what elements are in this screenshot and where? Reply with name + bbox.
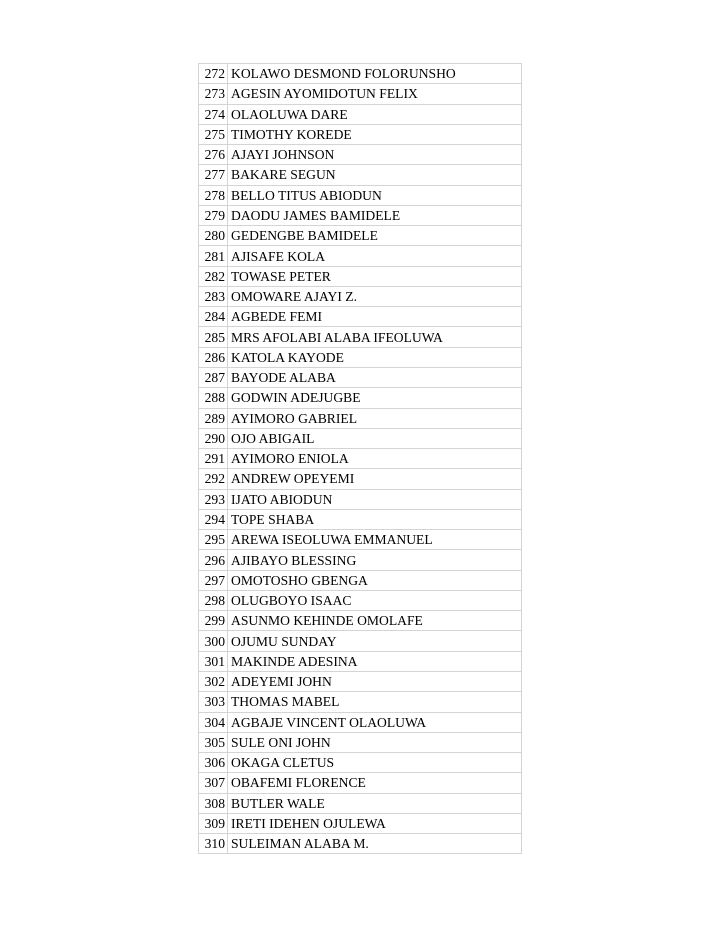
person-name: AYIMORO GABRIEL xyxy=(228,408,522,428)
row-number: 285 xyxy=(199,327,228,347)
table-row xyxy=(199,124,522,144)
name-list-table xyxy=(198,63,522,854)
person-name: OMOWARE AJAYI Z. xyxy=(228,286,522,306)
person-name: OJO ABIGAIL xyxy=(228,428,522,448)
row-number: 294 xyxy=(199,509,228,529)
name-list-body xyxy=(199,64,522,854)
table-row xyxy=(199,509,522,529)
person-name: ASUNMO KEHINDE OMOLAFE xyxy=(228,611,522,631)
row-number: 308 xyxy=(199,793,228,813)
row-number: 309 xyxy=(199,813,228,833)
row-number: 304 xyxy=(199,712,228,732)
row-number: 276 xyxy=(199,145,228,165)
person-name: BELLO TITUS ABIODUN xyxy=(228,185,522,205)
table-row xyxy=(199,165,522,185)
document-page xyxy=(198,63,522,854)
table-row xyxy=(199,286,522,306)
row-number: 283 xyxy=(199,286,228,306)
person-name: OBAFEMI FLORENCE xyxy=(228,773,522,793)
table-row xyxy=(199,367,522,387)
person-name: KATOLA KAYODE xyxy=(228,347,522,367)
person-name: SULE ONI JOHN xyxy=(228,732,522,752)
row-number: 286 xyxy=(199,347,228,367)
row-number: 275 xyxy=(199,124,228,144)
person-name: BAKARE SEGUN xyxy=(228,165,522,185)
row-number: 290 xyxy=(199,428,228,448)
table-row xyxy=(199,469,522,489)
table-row xyxy=(199,671,522,691)
person-name: GODWIN ADEJUGBE xyxy=(228,388,522,408)
person-name: MAKINDE ADESINA xyxy=(228,651,522,671)
person-name: AREWA ISEOLUWA EMMANUEL xyxy=(228,530,522,550)
row-number: 281 xyxy=(199,246,228,266)
table-row xyxy=(199,651,522,671)
table-row xyxy=(199,753,522,773)
row-number: 303 xyxy=(199,692,228,712)
person-name: IRETI IDEHEN OJULEWA xyxy=(228,813,522,833)
row-number: 302 xyxy=(199,671,228,691)
row-number: 306 xyxy=(199,753,228,773)
table-row xyxy=(199,712,522,732)
table-row xyxy=(199,226,522,246)
row-number: 300 xyxy=(199,631,228,651)
table-row xyxy=(199,428,522,448)
person-name: TOPE SHABA xyxy=(228,509,522,529)
row-number: 295 xyxy=(199,530,228,550)
table-row xyxy=(199,307,522,327)
table-row xyxy=(199,550,522,570)
table-row xyxy=(199,84,522,104)
person-name: OMOTOSHO GBENGA xyxy=(228,570,522,590)
person-name: THOMAS MABEL xyxy=(228,692,522,712)
row-number: 274 xyxy=(199,104,228,124)
person-name: MRS AFOLABI ALABA IFEOLUWA xyxy=(228,327,522,347)
row-number: 284 xyxy=(199,307,228,327)
table-row xyxy=(199,185,522,205)
table-row xyxy=(199,773,522,793)
person-name: AGBEDE FEMI xyxy=(228,307,522,327)
person-name: BAYODE ALABA xyxy=(228,367,522,387)
row-number: 297 xyxy=(199,570,228,590)
person-name: ADEYEMI JOHN xyxy=(228,671,522,691)
row-number: 310 xyxy=(199,834,228,854)
person-name: AYIMORO ENIOLA xyxy=(228,449,522,469)
person-name: ANDREW OPEYEMI xyxy=(228,469,522,489)
row-number: 280 xyxy=(199,226,228,246)
row-number: 288 xyxy=(199,388,228,408)
row-number: 272 xyxy=(199,64,228,84)
row-number: 278 xyxy=(199,185,228,205)
row-number: 273 xyxy=(199,84,228,104)
row-number: 282 xyxy=(199,266,228,286)
table-row xyxy=(199,590,522,610)
table-row xyxy=(199,104,522,124)
table-row xyxy=(199,246,522,266)
person-name: TOWASE PETER xyxy=(228,266,522,286)
row-number: 298 xyxy=(199,590,228,610)
row-number: 279 xyxy=(199,205,228,225)
person-name: AJIBAYO BLESSING xyxy=(228,550,522,570)
person-name: AJISAFE KOLA xyxy=(228,246,522,266)
table-row xyxy=(199,388,522,408)
row-number: 289 xyxy=(199,408,228,428)
person-name: OKAGA CLETUS xyxy=(228,753,522,773)
person-name: AJAYI JOHNSON xyxy=(228,145,522,165)
table-row xyxy=(199,327,522,347)
row-number: 277 xyxy=(199,165,228,185)
table-row xyxy=(199,145,522,165)
row-number: 296 xyxy=(199,550,228,570)
person-name: IJATO ABIODUN xyxy=(228,489,522,509)
table-row xyxy=(199,692,522,712)
person-name: KOLAWO DESMOND FOLORUNSHO xyxy=(228,64,522,84)
table-row xyxy=(199,732,522,752)
person-name: OJUMU SUNDAY xyxy=(228,631,522,651)
table-row xyxy=(199,408,522,428)
table-row xyxy=(199,793,522,813)
person-name: GEDENGBE BAMIDELE xyxy=(228,226,522,246)
row-number: 299 xyxy=(199,611,228,631)
row-number: 293 xyxy=(199,489,228,509)
person-name: BUTLER WALE xyxy=(228,793,522,813)
table-row xyxy=(199,489,522,509)
person-name: AGBAJE VINCENT OLAOLUWA xyxy=(228,712,522,732)
table-row xyxy=(199,347,522,367)
row-number: 301 xyxy=(199,651,228,671)
person-name: DAODU JAMES BAMIDELE xyxy=(228,205,522,225)
table-row xyxy=(199,813,522,833)
table-row xyxy=(199,834,522,854)
table-row xyxy=(199,631,522,651)
person-name: SULEIMAN ALABA M. xyxy=(228,834,522,854)
row-number: 305 xyxy=(199,732,228,752)
person-name: OLUGBOYO ISAAC xyxy=(228,590,522,610)
table-row xyxy=(199,611,522,631)
row-number: 291 xyxy=(199,449,228,469)
row-number: 287 xyxy=(199,367,228,387)
row-number: 292 xyxy=(199,469,228,489)
person-name: AGESIN AYOMIDOTUN FELIX xyxy=(228,84,522,104)
person-name: TIMOTHY KOREDE xyxy=(228,124,522,144)
table-row xyxy=(199,530,522,550)
table-row xyxy=(199,266,522,286)
person-name: OLAOLUWA DARE xyxy=(228,104,522,124)
table-row xyxy=(199,205,522,225)
row-number: 307 xyxy=(199,773,228,793)
table-row xyxy=(199,64,522,84)
table-row xyxy=(199,570,522,590)
table-row xyxy=(199,449,522,469)
